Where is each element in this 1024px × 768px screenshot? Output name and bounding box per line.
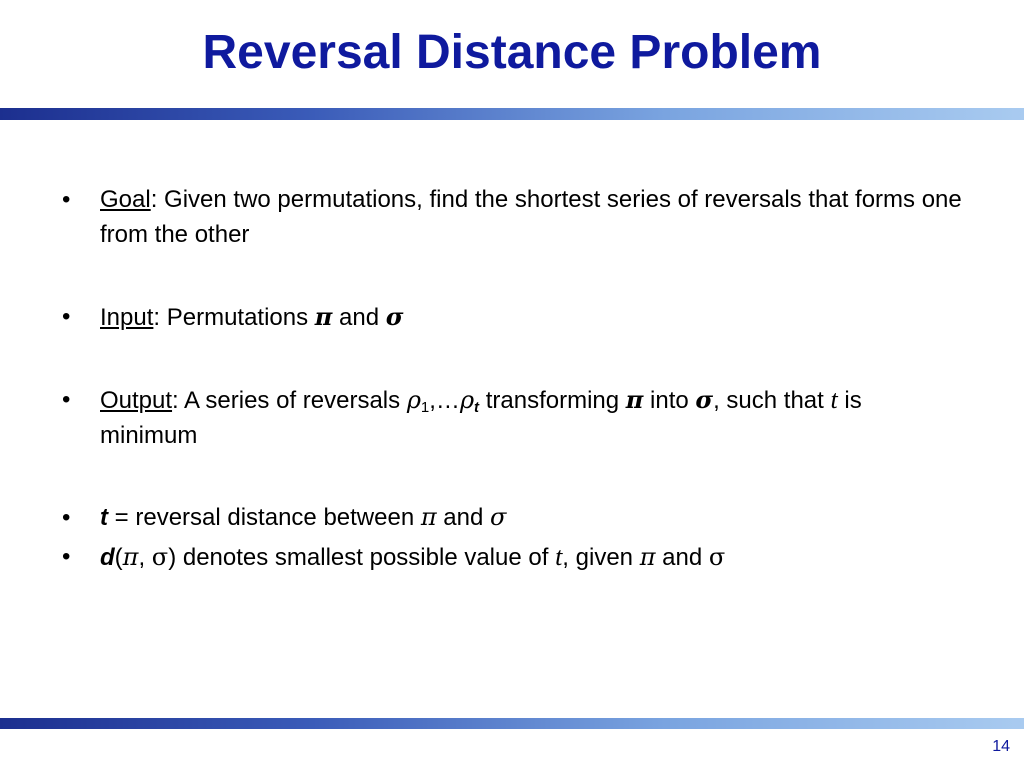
rho-symbol: ρ xyxy=(406,386,421,414)
bullet-icon: • xyxy=(62,504,71,531)
rho-subscript-1: 1 xyxy=(420,399,430,416)
bullet-input xyxy=(0,299,1024,335)
output-text-2: transforming xyxy=(479,387,626,414)
t-def-text: = reversal distance between xyxy=(108,504,421,531)
d-def-and: and xyxy=(655,544,709,571)
t-variable: t xyxy=(100,504,108,531)
sigma-symbol: σ xyxy=(151,543,169,571)
sigma-symbol: σ xyxy=(708,543,726,571)
output-into: into xyxy=(643,387,696,414)
bullet-icon: • xyxy=(62,303,71,330)
t-variable: t xyxy=(830,385,838,414)
top-divider-bar xyxy=(0,108,1024,120)
pi-symbol: π xyxy=(625,385,644,414)
bullet-icon: • xyxy=(62,386,71,413)
output-text-4: is minimum xyxy=(100,387,862,449)
t-def-and: and xyxy=(436,504,491,531)
sigma-symbol: σ xyxy=(385,302,404,331)
input-and: and xyxy=(332,304,386,331)
slide-title: Reversal Distance Problem xyxy=(202,26,822,79)
output-text-3: , such that xyxy=(713,387,831,414)
page-number: 14 xyxy=(992,738,1010,755)
d-function: d xyxy=(100,544,115,571)
d-comma: , xyxy=(138,544,152,571)
rho-subscript-t: t xyxy=(474,399,480,416)
output-label: Output xyxy=(100,387,173,414)
bullet-icon: • xyxy=(62,186,71,213)
pi-symbol: π xyxy=(314,302,333,331)
bullet-output xyxy=(0,382,1024,453)
goal-label: Goal xyxy=(100,186,151,213)
bullet-goal xyxy=(0,182,1024,252)
d-def-text: ) denotes smallest possible value of xyxy=(168,544,556,571)
t-variable: t xyxy=(555,542,563,571)
bullet-t-definition xyxy=(0,500,1024,535)
d-def-text-2: , given xyxy=(562,544,640,571)
bullet-d-definition xyxy=(0,539,1024,575)
bottom-divider-bar xyxy=(0,718,1024,729)
output-ellipsis: ,… xyxy=(429,387,460,414)
bullet-list xyxy=(0,182,1024,575)
bullet-icon: • xyxy=(62,543,71,570)
pi-symbol: π xyxy=(420,503,437,531)
input-text: : Permutations xyxy=(153,304,315,331)
d-open-paren: ( xyxy=(114,544,123,571)
pi-symbol: π xyxy=(639,543,656,571)
pi-symbol: π xyxy=(122,543,139,571)
goal-text: : Given two permutations, find the shortest series of reversals that forms one from the other xyxy=(100,186,962,248)
sigma-symbol: σ xyxy=(695,385,714,414)
input-label: Input xyxy=(100,304,154,331)
sigma-symbol: σ xyxy=(490,503,507,531)
rho-symbol-2: ρ xyxy=(459,386,475,414)
output-text-1: : A series of reversals xyxy=(172,387,407,414)
